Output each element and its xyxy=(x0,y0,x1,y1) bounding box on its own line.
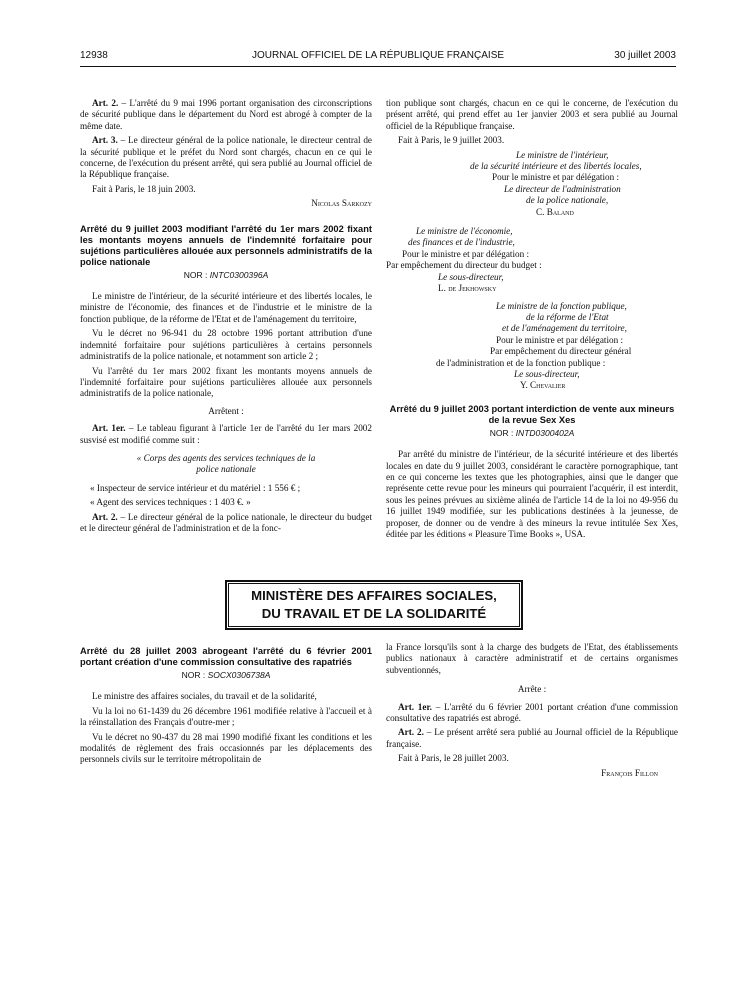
decree3-arrete: Arrête : xyxy=(517,684,547,695)
decree3-fait: Fait à Paris, le 28 juillet 2003. xyxy=(398,753,509,764)
left-column-bottom xyxy=(80,642,372,769)
decree1-item1: « Inspecteur de service intérieur et du matériel : 1 556 € ; xyxy=(90,482,301,493)
left-fait: Fait à Paris, le 18 juin 2003. xyxy=(92,183,196,194)
ministry-heading: MINISTÈRE DES AFFAIRES SOCIALES, DU TRAVAIL ET DE LA SOLIDARITÉ xyxy=(225,580,523,630)
page-number: 12938 xyxy=(80,50,108,61)
signature-fillon: François Fillon xyxy=(601,767,658,778)
right-fait: Fait à Paris, le 9 juillet 2003. xyxy=(398,135,505,146)
page-header xyxy=(80,50,676,64)
decree3-p1: Le ministre des affaires sociales, du travail et de la solidarité, xyxy=(92,691,317,702)
decree3-p2: Vu la loi no 61-1439 du 26 décembre 1961 modifiée relative à l'accueil et à la réinstallation des Français d'outre-mer ; xyxy=(80,705,372,728)
decree3-continuation: la France lorsqu'ils sont à la charge des budgets de l'Etat, des établissements publics nationaux à caractère administratif et de certains organismes subventionnés, xyxy=(386,642,678,675)
decree3-art1: Art. 1er. – L'arrêté du 6 février 2001 portant création d'une commission consultative des rapatriés est abrogé. xyxy=(386,701,678,724)
right-column-bottom xyxy=(386,642,678,782)
right-column-top xyxy=(386,98,678,543)
signature-sarkozy: Nicolas Sarkozy xyxy=(311,198,372,209)
journal-title: JOURNAL OFFICIEL DE LA RÉPUBLIQUE FRANÇAISE xyxy=(251,50,505,61)
decree1-arretent: Arrêtent : xyxy=(208,405,244,416)
decree1-continuation: tion publique sont chargés, chacun en ce qui le concerne, de l'exécution du présent arrêté, qui prend effet au 1er janvier 2003 et sera publié au Journal officiel de la République française. xyxy=(386,98,678,131)
issue-date: 30 juillet 2003 xyxy=(614,50,676,61)
decree1-p2: Vu le décret no 96-941 du 28 octobre 1996 portant attribution d'une indemnité forfaitaire pour sujétions particulières à certains personnels administratifs de la police nationale, et notamment son article 2 ; xyxy=(80,328,372,362)
decree1-p1: Le ministre de l'intérieur, de la sécurité intérieure et des libertés locales, le ministre de l'économie, des finances et de l'industrie et le ministre de la fonction publique, de la réforme de l'Etat et de l'aménagement du territoire, xyxy=(80,291,372,324)
decree3-p3: Vu le décret no 90-437 du 28 mai 1990 modifié fixant les conditions et les modalités de règlement des frais occasionnés par les déplacements des personnels civils sur le territoire métropolitain de xyxy=(80,731,372,765)
decree1-signatures: Le ministre de l'intérieur, de la sécurité intérieure et des libertés locales, Pour le ministre et par délégation : Le directeur de l'administration de la police nationale, C. Baland Le ministre de l'économie, des finances et de l'industrie, Pour le ministre et par délégation : Par empêchement du directeur du budget : Le sous-directeur, L. de Jekhowsky Le ministre de la fonction publique, de la réforme de l'Etat et de l'aménagement du territoire, Pour le ministre et par délégation : Par empêchement du directeur général de l'administration et de la fonction publique : Le sous-directeur, Y. Chevalier xyxy=(386,149,642,391)
decree1-title: Arrêté du 9 juillet 2003 modifiant l'arrêté du 1er mars 2002 fixant les montants moyens annuels de l'indemnité forfaitaire pour sujétions particulières allouée aux personnels administratifs de la police nationale xyxy=(80,223,372,267)
decree1-nor: NOR : INTC0300396A xyxy=(183,269,269,280)
decree1-art2: Art. 2. – Le directeur général de la police nationale, le directeur du budget et le directeur général de l'administration et de la fonc- xyxy=(80,511,373,533)
left-column-top xyxy=(80,98,372,537)
left-art3: Art. 3. – Le directeur général de la police nationale, le directeur central de la sécurité publique et le préfet du Nord sont chargés, chacun en ce qui le concerne, de l'exécution du présent arrêté, qui sera publié au Journal officiel de la République française. xyxy=(80,135,372,180)
decree2-title: Arrêté du 9 juillet 2003 portant interdiction de vente aux mineurs de la revue Sex Xes xyxy=(389,403,675,425)
decree1-p3: Vu l'arrêté du 1er mars 2002 fixant les montants moyens annuels de l'indemnité forfaitaire pour sujétions particulières allouée aux personnels administratifs de la police nationale, xyxy=(80,365,372,399)
decree3-art2: Art. 2. – Le présent arrêté sera publié au Journal officiel de la République française. xyxy=(386,727,678,749)
decree3-title: Arrêté du 28 juillet 2003 abrogeant l'arrêté du 6 février 2001 portant création d'une commission consultative des rapatriés xyxy=(80,646,372,667)
decree3-nor: NOR : SOCX0306738A xyxy=(181,670,271,680)
left-art2: Art. 2. – L'arrêté du 9 mai 1996 portant organisation des circonscriptions de sécurité publique dans le département du Nord est abrogé à compter de la même date. xyxy=(80,98,372,131)
decree1-item2: « Agent des services techniques : 1 403 €. » xyxy=(90,497,251,508)
decree1-art1: Art. 1er. – Le tableau figurant à l'article 1er de l'arrêté du 1er mars 2002 susvisé est modifié comme suit : xyxy=(80,423,372,445)
decree2-p1: Par arrêté du ministre de l'intérieur, de la sécurité intérieure et des libertés locales en date du 9 juillet 2003, considérant le caractère pornographique, tant en ce qui concerne les textes que les photographies, ainsi que le danger que représente cette revue pour les mineurs qui pourraient l'acquérir, il est interdit, sous les peines prévues au sixième alinéa de l'article 14 de la loi no 49-956 du 16 juillet 1949 modifiée, sur les publications destinées à la jeunesse, de proposer, de donner ou de vendre à des mineurs la revue intitulée Sex Xes, éditée par les éditions « Pleasure Time Books », USA. xyxy=(386,449,678,539)
header-rule xyxy=(80,66,676,67)
decree1-corps: « Corps des agents des services techniques de la police nationale xyxy=(136,452,316,475)
decree2-nor: NOR : INTD0300402A xyxy=(489,427,575,438)
